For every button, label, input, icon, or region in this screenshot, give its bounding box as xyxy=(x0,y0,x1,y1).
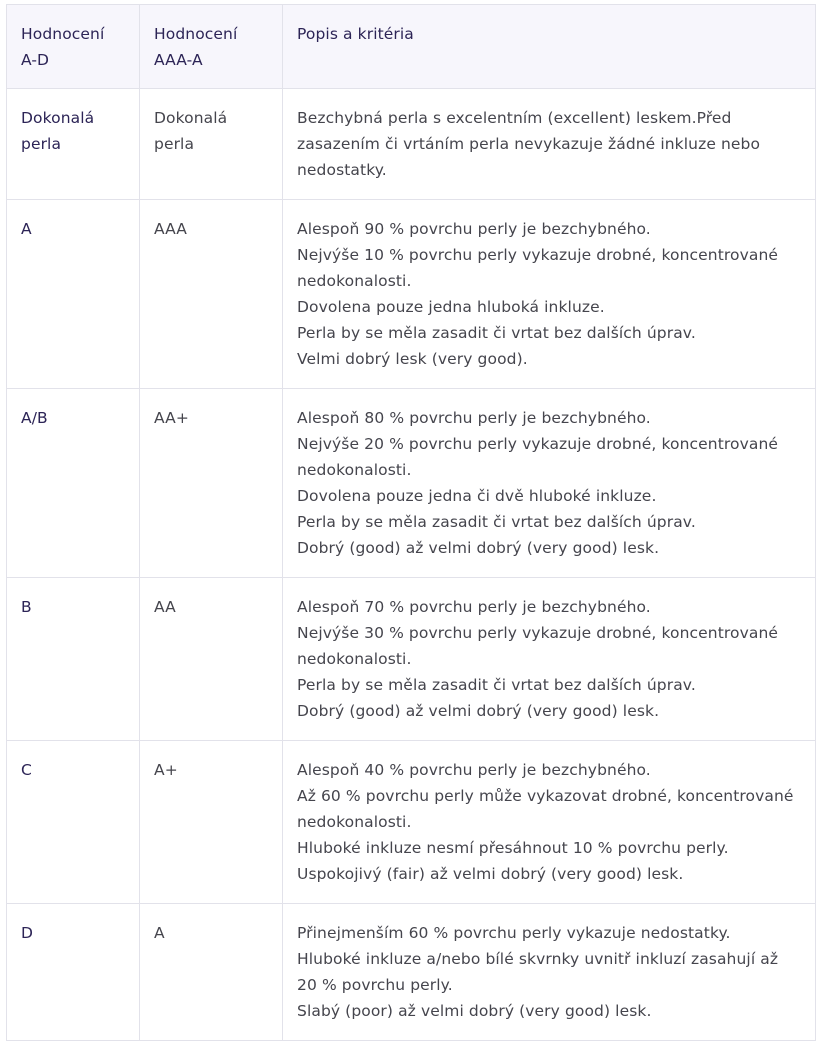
cell-grade-aaa: AA+ xyxy=(140,389,283,578)
criteria-line: Dobrý (good) až velmi dobrý (very good) lesk. xyxy=(297,702,660,720)
criteria-line: Slabý (poor) až velmi dobrý (very good) lesk. xyxy=(297,1002,652,1020)
table-row xyxy=(7,389,816,578)
criteria-line: Perla by se měla zasadit či vrtat bez dalších úprav. xyxy=(297,513,696,531)
cell-criteria xyxy=(283,389,816,578)
criteria-line: Perla by se měla zasadit či vrtat bez dalších úprav. xyxy=(297,676,696,694)
criteria-line: Nejvýše 30 % povrchu perly vykazuje drobné, koncentrované nedokonalosti. xyxy=(297,624,779,668)
cell-grade-aaa: Dokonalá perla xyxy=(140,89,283,200)
pearl-grading-table xyxy=(6,4,816,1041)
cell-grade-aaa: A+ xyxy=(140,741,283,904)
criteria-line: Alespoň 70 % povrchu perly je bezchybného. xyxy=(297,598,651,616)
criteria-line: Dovolena pouze jedna či dvě hluboké inkluze. xyxy=(297,487,657,505)
criteria-line: Hluboké inkluze nesmí přesáhnout 10 % povrchu perly. xyxy=(297,839,729,857)
criteria-line: Nejvýše 20 % povrchu perly vykazuje drobné, koncentrované nedokonalosti. xyxy=(297,435,779,479)
criteria-line: Alespoň 80 % povrchu perly je bezchybného. xyxy=(297,409,651,427)
criteria-line: Alespoň 40 % povrchu perly je bezchybného. xyxy=(297,761,651,779)
criteria-line: Perla by se měla zasadit či vrtat bez dalších úprav. xyxy=(297,324,696,342)
cell-criteria xyxy=(283,89,816,200)
table-header xyxy=(7,5,816,89)
pearl-grading-table-wrapper xyxy=(6,4,815,1041)
header-row xyxy=(7,5,816,89)
cell-grade-ad: C xyxy=(7,741,140,904)
cell-grade-ad: B xyxy=(7,578,140,741)
table-row xyxy=(7,200,816,389)
cell-grade-ad: Dokonalá perla xyxy=(7,89,140,200)
header-grade-ad: Hodnocení A-D xyxy=(7,5,140,89)
criteria-line: Nejvýše 10 % povrchu perly vykazuje drobné, koncentrované nedokonalosti. xyxy=(297,246,779,290)
table-row xyxy=(7,578,816,741)
criteria-line: Dovolena pouze jedna hluboká inkluze. xyxy=(297,298,605,316)
cell-grade-aaa: A xyxy=(140,904,283,1041)
criteria-line: Uspokojivý (fair) až velmi dobrý (very good) lesk. xyxy=(297,865,684,883)
criteria-line: Hluboké inkluze a/nebo bílé skvrnky uvnitř inkluzí zasahují až 20 % povrchu perly. xyxy=(297,950,779,994)
table-body xyxy=(7,89,816,1041)
cell-grade-aaa: AAA xyxy=(140,200,283,389)
criteria-line: Až 60 % povrchu perly může vykazovat drobné, koncentrované nedokonalosti. xyxy=(297,787,794,831)
table-row xyxy=(7,741,816,904)
cell-criteria xyxy=(283,200,816,389)
cell-criteria xyxy=(283,741,816,904)
header-criteria: Popis a kritéria xyxy=(283,5,816,89)
cell-grade-ad: A/B xyxy=(7,389,140,578)
criteria-line: Bezchybná perla s excelentním (excellent) leskem.Před zasazením či vrtáním perla nevykazuje žádné inkluze nebo nedostatky. xyxy=(297,109,761,179)
criteria-line: Velmi dobrý lesk (very good). xyxy=(297,350,528,368)
criteria-line: Alespoň 90 % povrchu perly je bezchybného. xyxy=(297,220,651,238)
criteria-line: Dobrý (good) až velmi dobrý (very good) lesk. xyxy=(297,539,660,557)
table-row xyxy=(7,89,816,200)
header-grade-aaa: Hodnocení AAA-A xyxy=(140,5,283,89)
cell-grade-ad: D xyxy=(7,904,140,1041)
criteria-line: Přinejmenším 60 % povrchu perly vykazuje nedostatky. xyxy=(297,924,731,942)
cell-grade-ad: A xyxy=(7,200,140,389)
cell-criteria xyxy=(283,578,816,741)
cell-grade-aaa: AA xyxy=(140,578,283,741)
